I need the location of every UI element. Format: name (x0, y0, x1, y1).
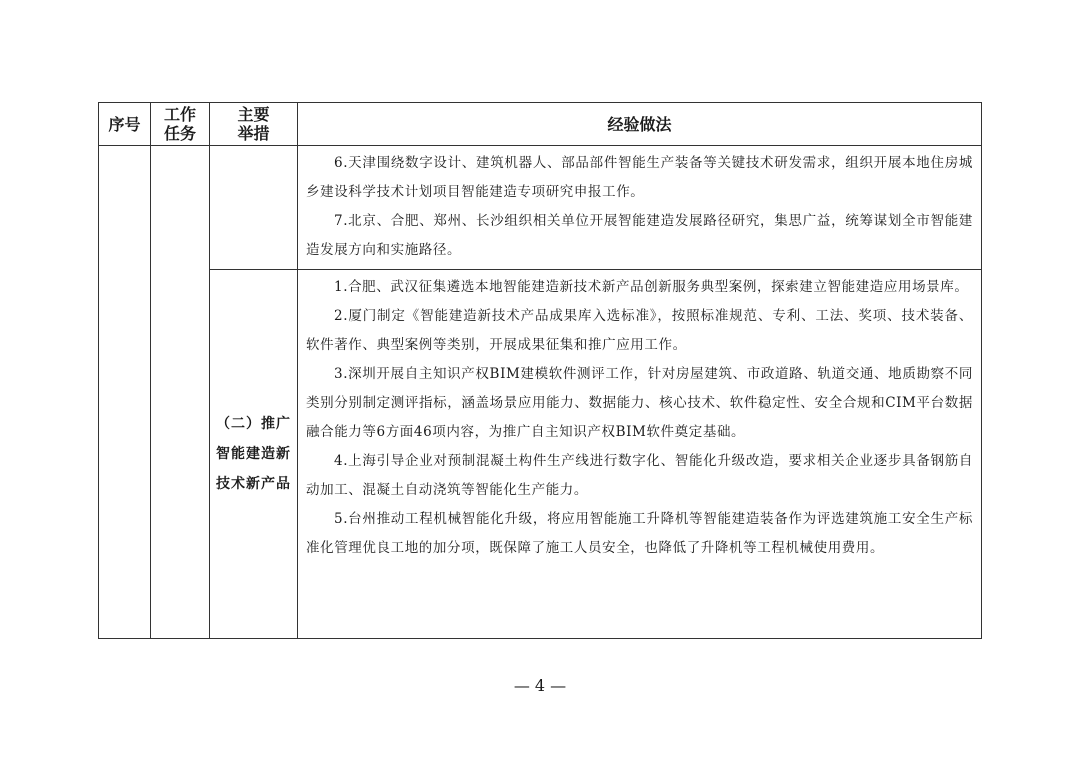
experience-cell (298, 270, 982, 639)
list-item: 6.天津围绕数字设计、建筑机器人、部品部件智能生产装备等关键技术研发需求，组织开展本地住房城乡建设科学技术计划项目智能建造专项研究申报工作。 (306, 155, 973, 200)
list-item: 4.上海引导企业对预制混凝土构件生产线进行数字化、智能化升级改造，要求相关企业逐步具备钢筋自动加工、混凝土自动浇筑等智能化生产能力。 (306, 453, 973, 498)
header-task (151, 103, 210, 146)
list-item: 3.深圳开展自主知识产权BIM建模软件测评工作，针对房屋建筑、市政道路、轨道交通、地质勘察不同类别分别制定测评指标，涵盖场景应用能力、数据能力、核心技术、软件稳定性、安全合规和CIM平台数据融合能力等6方面46项内容，为推广自主知识产权BIM软件奠定基础。 (306, 366, 973, 440)
table-row (99, 270, 982, 639)
list-item: 5.台州推动工程机械智能化升级，将应用智能施工升降机等智能建造装备作为评选建筑施工安全生产标准化管理优良工地的加分项，既保障了施工人员安全，也降低了升降机等工程机械使用费用。 (306, 511, 973, 556)
seq-cell (99, 146, 151, 639)
measure-cell: （二）推广智能建造新技术新产品 (210, 270, 298, 639)
experience-table (98, 102, 982, 639)
experience-cell (298, 146, 982, 270)
list-item: 2.厦门制定《智能建造新技术产品成果库入选标准》，按照标准规范、专利、工法、奖项、技术装备、软件著作、典型案例等类别，开展成果征集和推广应用工作。 (306, 308, 973, 353)
header-measure (210, 103, 298, 146)
header-measure-line2: 举措 (237, 124, 270, 143)
task-cell (151, 146, 210, 639)
header-measure-line1: 主要 (237, 105, 270, 124)
header-task-line1: 工作 (163, 105, 196, 124)
measure-cell-empty (210, 146, 298, 270)
list-item: 1.合肥、武汉征集遴选本地智能建造新技术新产品创新服务典型案例，探索建立智能建造应用场景库。 (334, 279, 969, 295)
table-header-row (99, 103, 982, 146)
page-number: — 4 — (513, 676, 567, 695)
list-item: 7.北京、合肥、郑州、长沙组织相关单位开展智能建造发展路径研究，集思广益，统筹谋划全市智能建造发展方向和实施路径。 (306, 213, 973, 258)
header-task-line2: 任务 (163, 124, 196, 143)
header-seq: 序号 (99, 103, 151, 146)
table-row (99, 146, 982, 270)
header-experience: 经验做法 (298, 103, 982, 146)
